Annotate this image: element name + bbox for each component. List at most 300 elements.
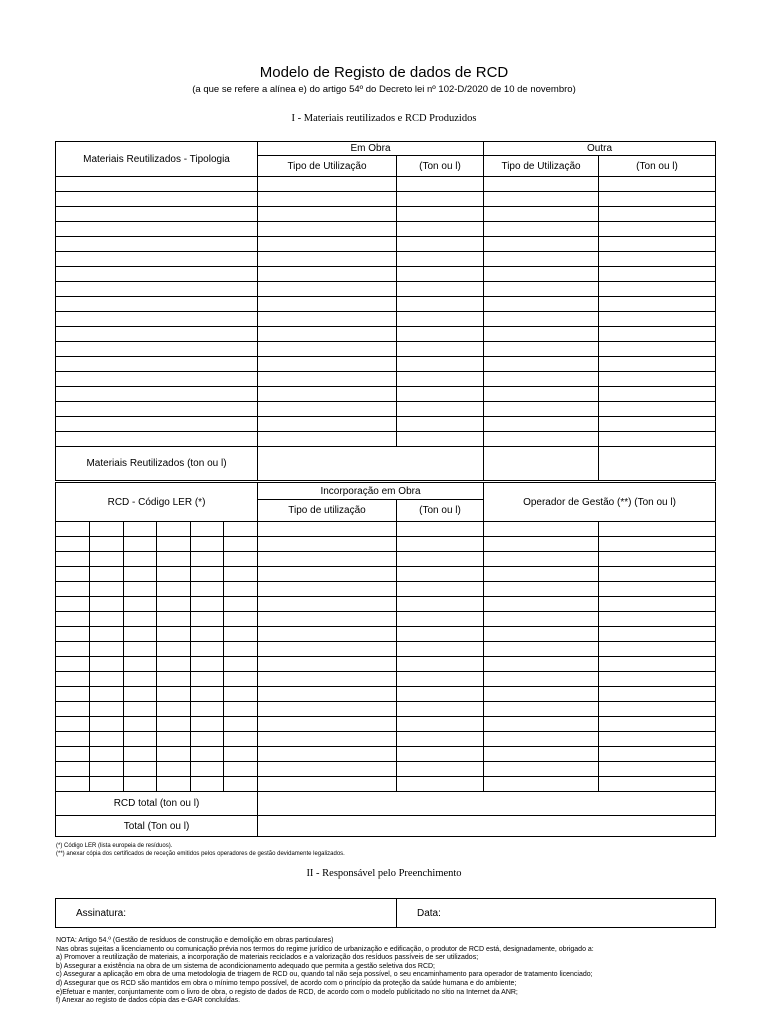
ler-digit-cell[interactable] — [90, 717, 124, 732]
em-obra-ton-cell[interactable] — [397, 342, 484, 357]
incorporacao-ton-cell[interactable] — [397, 762, 484, 777]
ler-digit-cell[interactable] — [191, 672, 224, 687]
materiais-tipologia-cell[interactable] — [56, 432, 258, 447]
incorporacao-tipo-cell[interactable] — [258, 777, 397, 792]
incorporacao-tipo-cell[interactable] — [258, 612, 397, 627]
em-obra-tipo-cell[interactable] — [258, 282, 397, 297]
operador-cell-a[interactable] — [484, 732, 599, 747]
page-title: Modelo de Registo de dados de RCD — [259, 64, 509, 81]
materiais-tipologia-cell[interactable] — [56, 192, 258, 207]
ler-digit-cell[interactable] — [157, 612, 191, 627]
outra-ton-cell[interactable] — [599, 237, 716, 252]
em-obra-tipo-cell[interactable] — [258, 297, 397, 312]
em-obra-tipo-cell[interactable] — [258, 177, 397, 192]
ler-digit-cell[interactable] — [90, 612, 124, 627]
ler-digit-cell[interactable] — [56, 672, 90, 687]
materiais-tipologia-cell[interactable] — [56, 267, 258, 282]
operador-cell-b[interactable] — [599, 612, 716, 627]
em-obra-ton-cell[interactable] — [397, 312, 484, 327]
em-obra-tipo-cell[interactable] — [258, 192, 397, 207]
ler-digit-cell[interactable] — [224, 777, 258, 792]
operador-cell-a[interactable] — [484, 597, 599, 612]
outra-ton-cell[interactable] — [599, 372, 716, 387]
ler-digit-cell[interactable] — [157, 537, 191, 552]
ler-digit-cell[interactable] — [191, 582, 224, 597]
outra-tipo-cell[interactable] — [484, 252, 599, 267]
outra-ton-cell[interactable] — [599, 192, 716, 207]
em-obra-tipo-cell[interactable] — [258, 387, 397, 402]
ler-digit-cell[interactable] — [157, 597, 191, 612]
ler-digit-cell[interactable] — [124, 717, 157, 732]
operador-cell-a[interactable] — [484, 642, 599, 657]
ler-digit-cell[interactable] — [157, 762, 191, 777]
incorporacao-ton-cell[interactable] — [397, 552, 484, 567]
operador-cell-b[interactable] — [599, 597, 716, 612]
ler-digit-cell[interactable] — [191, 777, 224, 792]
ler-digit-cell[interactable] — [224, 612, 258, 627]
ler-digit-cell[interactable] — [90, 747, 124, 762]
incorporacao-tipo-cell[interactable] — [258, 597, 397, 612]
ler-digit-cell[interactable] — [157, 777, 191, 792]
incorporacao-tipo-cell[interactable] — [258, 522, 397, 537]
incorporacao-ton-cell[interactable] — [397, 777, 484, 792]
outra-ton-cell[interactable] — [599, 297, 716, 312]
ler-digit-cell[interactable] — [191, 687, 224, 702]
incorporacao-tipo-cell[interactable] — [258, 657, 397, 672]
operador-cell-a[interactable] — [484, 582, 599, 597]
ler-digit-cell[interactable] — [224, 672, 258, 687]
outra-tipo-cell[interactable] — [484, 372, 599, 387]
ler-digit-cell[interactable] — [124, 642, 157, 657]
operador-cell-a[interactable] — [484, 687, 599, 702]
outra-tipo-cell[interactable] — [484, 417, 599, 432]
ler-digit-cell[interactable] — [124, 672, 157, 687]
total-row-value[interactable] — [258, 816, 716, 837]
ler-digit-cell[interactable] — [157, 582, 191, 597]
ler-digit-cell[interactable] — [224, 522, 258, 537]
em-obra-ton-cell[interactable] — [397, 177, 484, 192]
rcd-row — [56, 732, 716, 747]
ler-digit-cell[interactable] — [157, 747, 191, 762]
incorporacao-tipo-cell[interactable] — [258, 627, 397, 642]
outra-tipo-cell[interactable] — [484, 297, 599, 312]
incorporacao-ton-cell[interactable] — [397, 732, 484, 747]
ler-digit-cell[interactable] — [157, 702, 191, 717]
em-obra-ton-cell[interactable] — [397, 222, 484, 237]
materiais-tipologia-cell[interactable] — [56, 387, 258, 402]
ler-digit-cell[interactable] — [124, 777, 157, 792]
materials-total-label: Materiais Reutilizados (ton ou l) — [56, 447, 258, 481]
ler-digit-cell[interactable] — [191, 657, 224, 672]
operador-cell-a[interactable] — [484, 777, 599, 792]
date-label: Data: — [417, 907, 441, 919]
materiais-tipologia-cell[interactable] — [56, 222, 258, 237]
ler-digit-cell[interactable] — [191, 627, 224, 642]
ler-digit-cell[interactable] — [56, 552, 90, 567]
ler-digit-cell[interactable] — [124, 597, 157, 612]
ler-digit-cell[interactable] — [191, 537, 224, 552]
ler-digit-cell[interactable] — [56, 597, 90, 612]
em-obra-ton-cell[interactable] — [397, 207, 484, 222]
outra-tipo-cell[interactable] — [484, 342, 599, 357]
em-obra-ton-cell[interactable] — [397, 372, 484, 387]
materiais-tipologia-cell[interactable] — [56, 357, 258, 372]
ler-digit-cell[interactable] — [90, 582, 124, 597]
ler-digit-cell[interactable] — [191, 567, 224, 582]
outra-tipo-cell[interactable] — [484, 402, 599, 417]
ler-digit-cell[interactable] — [191, 642, 224, 657]
outra-tipo-cell[interactable] — [484, 207, 599, 222]
ler-digit-cell[interactable] — [56, 642, 90, 657]
incorporacao-ton-cell[interactable] — [397, 702, 484, 717]
operador-cell-b[interactable] — [599, 552, 716, 567]
col-outra-tipo: Tipo de Utilização — [484, 156, 599, 177]
incorporacao-ton-cell[interactable] — [397, 522, 484, 537]
ler-digit-cell[interactable] — [56, 567, 90, 582]
ler-digit-cell[interactable] — [90, 522, 124, 537]
operador-cell-a[interactable] — [484, 717, 599, 732]
ler-digit-cell[interactable] — [191, 552, 224, 567]
incorporacao-tipo-cell[interactable] — [258, 552, 397, 567]
outra-tipo-cell[interactable] — [484, 327, 599, 342]
ler-digit-cell[interactable] — [90, 597, 124, 612]
em-obra-tipo-cell[interactable] — [258, 342, 397, 357]
operador-cell-a[interactable] — [484, 567, 599, 582]
ler-digit-cell[interactable] — [224, 657, 258, 672]
signature-table — [55, 898, 716, 928]
em-obra-tipo-cell[interactable] — [258, 327, 397, 342]
materials-row — [56, 177, 716, 192]
operador-cell-b[interactable] — [599, 672, 716, 687]
outra-tipo-cell[interactable] — [484, 222, 599, 237]
ler-digit-cell[interactable] — [56, 582, 90, 597]
operador-cell-a[interactable] — [484, 672, 599, 687]
em-obra-ton-cell[interactable] — [397, 357, 484, 372]
ler-digit-cell[interactable] — [157, 657, 191, 672]
operador-cell-a[interactable] — [484, 612, 599, 627]
outra-ton-cell[interactable] — [599, 207, 716, 222]
incorporacao-tipo-cell[interactable] — [258, 672, 397, 687]
ler-digit-cell[interactable] — [124, 657, 157, 672]
outra-ton-cell[interactable] — [599, 282, 716, 297]
materiais-tipologia-cell[interactable] — [56, 237, 258, 252]
outra-tipo-cell[interactable] — [484, 192, 599, 207]
em-obra-tipo-cell[interactable] — [258, 237, 397, 252]
outra-ton-cell[interactable] — [599, 387, 716, 402]
em-obra-tipo-cell[interactable] — [258, 372, 397, 387]
operador-cell-b[interactable] — [599, 627, 716, 642]
rcd-row — [56, 762, 716, 777]
col-incorporacao-obra: Incorporação em Obra — [258, 483, 484, 500]
outra-ton-cell[interactable] — [599, 267, 716, 282]
em-obra-ton-cell[interactable] — [397, 432, 484, 447]
operador-cell-b[interactable] — [599, 732, 716, 747]
ler-digit-cell[interactable] — [124, 582, 157, 597]
ler-digit-cell[interactable] — [90, 732, 124, 747]
operador-cell-b[interactable] — [599, 702, 716, 717]
ler-digit-cell[interactable] — [124, 747, 157, 762]
ler-digit-cell[interactable] — [224, 552, 258, 567]
ler-digit-cell[interactable] — [56, 627, 90, 642]
materiais-tipologia-cell[interactable] — [56, 207, 258, 222]
ler-digit-cell[interactable] — [224, 642, 258, 657]
em-obra-tipo-cell[interactable] — [258, 417, 397, 432]
ler-digit-cell[interactable] — [56, 702, 90, 717]
ler-digit-cell[interactable] — [90, 537, 124, 552]
outra-ton-cell[interactable] — [599, 252, 716, 267]
em-obra-tipo-cell[interactable] — [258, 432, 397, 447]
ler-digit-cell[interactable] — [191, 732, 224, 747]
ler-digit-cell[interactable] — [124, 522, 157, 537]
em-obra-ton-cell[interactable] — [397, 297, 484, 312]
incorporacao-ton-cell[interactable] — [397, 642, 484, 657]
ler-digit-cell[interactable] — [191, 747, 224, 762]
operador-cell-a[interactable] — [484, 552, 599, 567]
materiais-tipologia-cell[interactable] — [56, 312, 258, 327]
outra-tipo-cell[interactable] — [484, 312, 599, 327]
ler-digit-cell[interactable] — [124, 537, 157, 552]
rcd-row — [56, 777, 716, 792]
ler-digit-cell[interactable] — [157, 672, 191, 687]
em-obra-ton-cell[interactable] — [397, 417, 484, 432]
ler-digit-cell[interactable] — [90, 642, 124, 657]
ler-digit-cell[interactable] — [124, 567, 157, 582]
ler-digit-cell[interactable] — [90, 702, 124, 717]
incorporacao-ton-cell[interactable] — [397, 567, 484, 582]
ler-digit-cell[interactable] — [124, 627, 157, 642]
outra-ton-cell[interactable] — [599, 357, 716, 372]
materiais-tipologia-cell[interactable] — [56, 417, 258, 432]
operador-cell-b[interactable] — [599, 717, 716, 732]
operador-cell-b[interactable] — [599, 762, 716, 777]
em-obra-tipo-cell[interactable] — [258, 312, 397, 327]
outra-tipo-cell[interactable] — [484, 237, 599, 252]
col-incorporacao-ton: (Ton ou l) — [397, 500, 484, 522]
em-obra-tipo-cell[interactable] — [258, 357, 397, 372]
incorporacao-tipo-cell[interactable] — [258, 702, 397, 717]
incorporacao-ton-cell[interactable] — [397, 627, 484, 642]
operador-cell-a[interactable] — [484, 702, 599, 717]
outra-tipo-cell[interactable] — [484, 387, 599, 402]
materiais-tipologia-cell[interactable] — [56, 342, 258, 357]
ler-digit-cell[interactable] — [157, 732, 191, 747]
outra-ton-cell[interactable] — [599, 327, 716, 342]
ler-digit-cell[interactable] — [224, 537, 258, 552]
incorporacao-ton-cell[interactable] — [397, 612, 484, 627]
ler-digit-cell[interactable] — [157, 567, 191, 582]
em-obra-tipo-cell[interactable] — [258, 252, 397, 267]
ler-digit-cell[interactable] — [224, 687, 258, 702]
note-line: c) Assegurar a aplicação em obra de uma metodologia de triagem de RCD ou, quando tal não seja possível, o seu encaminhamento para operador de tratamento licenciado; — [56, 971, 593, 979]
rcd-row — [56, 567, 716, 582]
operador-cell-b[interactable] — [599, 567, 716, 582]
materiais-tipologia-cell[interactable] — [56, 402, 258, 417]
materiais-tipologia-cell[interactable] — [56, 297, 258, 312]
ler-digit-cell[interactable] — [224, 747, 258, 762]
ler-digit-cell[interactable] — [90, 777, 124, 792]
ler-digit-cell[interactable] — [124, 687, 157, 702]
materials-row — [56, 372, 716, 387]
date-field[interactable] — [397, 899, 716, 928]
incorporacao-ton-cell[interactable] — [397, 537, 484, 552]
em-obra-ton-cell[interactable] — [397, 192, 484, 207]
operador-cell-b[interactable] — [599, 687, 716, 702]
em-obra-ton-cell[interactable] — [397, 237, 484, 252]
ler-digit-cell[interactable] — [56, 687, 90, 702]
ler-digit-cell[interactable] — [90, 672, 124, 687]
incorporacao-ton-cell[interactable] — [397, 687, 484, 702]
materiais-tipologia-cell[interactable] — [56, 252, 258, 267]
ler-digit-cell[interactable] — [56, 732, 90, 747]
rcd-row — [56, 537, 716, 552]
incorporacao-tipo-cell[interactable] — [258, 717, 397, 732]
em-obra-ton-cell[interactable] — [397, 282, 484, 297]
outra-tipo-cell[interactable] — [484, 177, 599, 192]
operador-cell-b[interactable] — [599, 582, 716, 597]
rcd-total-row-value[interactable] — [258, 792, 716, 816]
ler-digit-cell[interactable] — [124, 552, 157, 567]
ler-digit-cell[interactable] — [191, 522, 224, 537]
ler-digit-cell[interactable] — [90, 657, 124, 672]
incorporacao-ton-cell[interactable] — [397, 747, 484, 762]
ler-digit-cell[interactable] — [157, 522, 191, 537]
rcd-row — [56, 612, 716, 627]
outra-tipo-cell[interactable] — [484, 432, 599, 447]
ler-digit-cell[interactable] — [124, 702, 157, 717]
em-obra-tipo-cell[interactable] — [258, 402, 397, 417]
ler-digit-cell[interactable] — [191, 612, 224, 627]
ler-digit-cell[interactable] — [224, 732, 258, 747]
outra-ton-cell[interactable] — [599, 402, 716, 417]
materials-total-outra-ton[interactable] — [599, 447, 716, 481]
ler-digit-cell[interactable] — [191, 702, 224, 717]
ler-digit-cell[interactable] — [157, 717, 191, 732]
incorporacao-ton-cell[interactable] — [397, 597, 484, 612]
operador-cell-b[interactable] — [599, 522, 716, 537]
materials-row — [56, 357, 716, 372]
footnote-ler: (*) Código LER (lista europeia de resíduos). — [56, 843, 173, 849]
ler-digit-cell[interactable] — [90, 687, 124, 702]
incorporacao-ton-cell[interactable] — [397, 582, 484, 597]
operador-cell-a[interactable] — [484, 537, 599, 552]
materiais-tipologia-cell[interactable] — [56, 282, 258, 297]
total-label: Total (Ton ou l) — [56, 816, 258, 837]
ler-digit-cell[interactable] — [191, 597, 224, 612]
incorporacao-tipo-cell[interactable] — [258, 567, 397, 582]
em-obra-ton-cell[interactable] — [397, 267, 484, 282]
ler-digit-cell[interactable] — [90, 567, 124, 582]
em-obra-tipo-cell[interactable] — [258, 222, 397, 237]
incorporacao-tipo-cell[interactable] — [258, 762, 397, 777]
outra-ton-cell[interactable] — [599, 177, 716, 192]
materials-total-outra-tipo[interactable] — [484, 447, 599, 481]
outra-ton-cell[interactable] — [599, 222, 716, 237]
ler-digit-cell[interactable] — [224, 762, 258, 777]
operador-cell-b[interactable] — [599, 657, 716, 672]
operador-cell-b[interactable] — [599, 642, 716, 657]
em-obra-ton-cell[interactable] — [397, 387, 484, 402]
outra-tipo-cell[interactable] — [484, 267, 599, 282]
rcd-row — [56, 582, 716, 597]
signature-field[interactable] — [56, 899, 397, 928]
ler-digit-cell[interactable] — [224, 627, 258, 642]
operador-cell-a[interactable] — [484, 657, 599, 672]
operador-cell-a[interactable] — [484, 522, 599, 537]
materiais-tipologia-cell[interactable] — [56, 327, 258, 342]
operador-cell-b[interactable] — [599, 747, 716, 762]
ler-digit-cell[interactable] — [124, 612, 157, 627]
ler-digit-cell[interactable] — [56, 522, 90, 537]
operador-cell-a[interactable] — [484, 762, 599, 777]
incorporacao-ton-cell[interactable] — [397, 717, 484, 732]
ler-digit-cell[interactable] — [224, 567, 258, 582]
ler-digit-cell[interactable] — [157, 687, 191, 702]
operador-cell-b[interactable] — [599, 537, 716, 552]
ler-digit-cell[interactable] — [224, 717, 258, 732]
ler-digit-cell[interactable] — [124, 732, 157, 747]
rcd-row — [56, 642, 716, 657]
incorporacao-tipo-cell[interactable] — [258, 732, 397, 747]
ler-digit-cell[interactable] — [124, 762, 157, 777]
outra-tipo-cell[interactable] — [484, 357, 599, 372]
incorporacao-tipo-cell[interactable] — [258, 747, 397, 762]
rcd-row — [56, 522, 716, 537]
ler-digit-cell[interactable] — [224, 702, 258, 717]
incorporacao-tipo-cell[interactable] — [258, 642, 397, 657]
em-obra-tipo-cell[interactable] — [258, 267, 397, 282]
ler-digit-cell[interactable] — [157, 552, 191, 567]
ler-digit-cell[interactable] — [157, 642, 191, 657]
footnote-certificados: (**) anexar cópia dos certificados de receção emitidos pelos operadores de gestão devidamente legalizados. — [56, 850, 345, 857]
em-obra-ton-cell[interactable] — [397, 327, 484, 342]
ler-digit-cell[interactable] — [90, 552, 124, 567]
incorporacao-tipo-cell[interactable] — [258, 687, 397, 702]
ler-digit-cell[interactable] — [191, 717, 224, 732]
ler-digit-cell[interactable] — [224, 597, 258, 612]
ler-digit-cell[interactable] — [90, 627, 124, 642]
ler-digit-cell[interactable] — [56, 612, 90, 627]
materiais-tipologia-cell[interactable] — [56, 177, 258, 192]
ler-digit-cell[interactable] — [224, 582, 258, 597]
ler-digit-cell[interactable] — [56, 777, 90, 792]
ler-digit-cell[interactable] — [90, 762, 124, 777]
em-obra-ton-cell[interactable] — [397, 252, 484, 267]
ler-digit-cell[interactable] — [157, 627, 191, 642]
outra-ton-cell[interactable] — [599, 432, 716, 447]
ler-digit-cell[interactable] — [56, 747, 90, 762]
operador-cell-b[interactable] — [599, 777, 716, 792]
ler-digit-cell[interactable] — [56, 537, 90, 552]
ler-digit-cell[interactable] — [56, 657, 90, 672]
incorporacao-ton-cell[interactable] — [397, 672, 484, 687]
ler-digit-cell[interactable] — [56, 717, 90, 732]
incorporacao-tipo-cell[interactable] — [258, 582, 397, 597]
outra-ton-cell[interactable] — [599, 312, 716, 327]
em-obra-ton-cell[interactable] — [397, 402, 484, 417]
outra-ton-cell[interactable] — [599, 417, 716, 432]
materials-total-em-obra[interactable] — [258, 447, 484, 481]
ler-digit-cell[interactable] — [56, 762, 90, 777]
operador-cell-a[interactable] — [484, 747, 599, 762]
em-obra-tipo-cell[interactable] — [258, 207, 397, 222]
incorporacao-tipo-cell[interactable] — [258, 537, 397, 552]
materiais-tipologia-cell[interactable] — [56, 372, 258, 387]
outra-tipo-cell[interactable] — [484, 282, 599, 297]
incorporacao-ton-cell[interactable] — [397, 657, 484, 672]
operador-cell-a[interactable] — [484, 627, 599, 642]
outra-ton-cell[interactable] — [599, 342, 716, 357]
ler-digit-cell[interactable] — [191, 762, 224, 777]
